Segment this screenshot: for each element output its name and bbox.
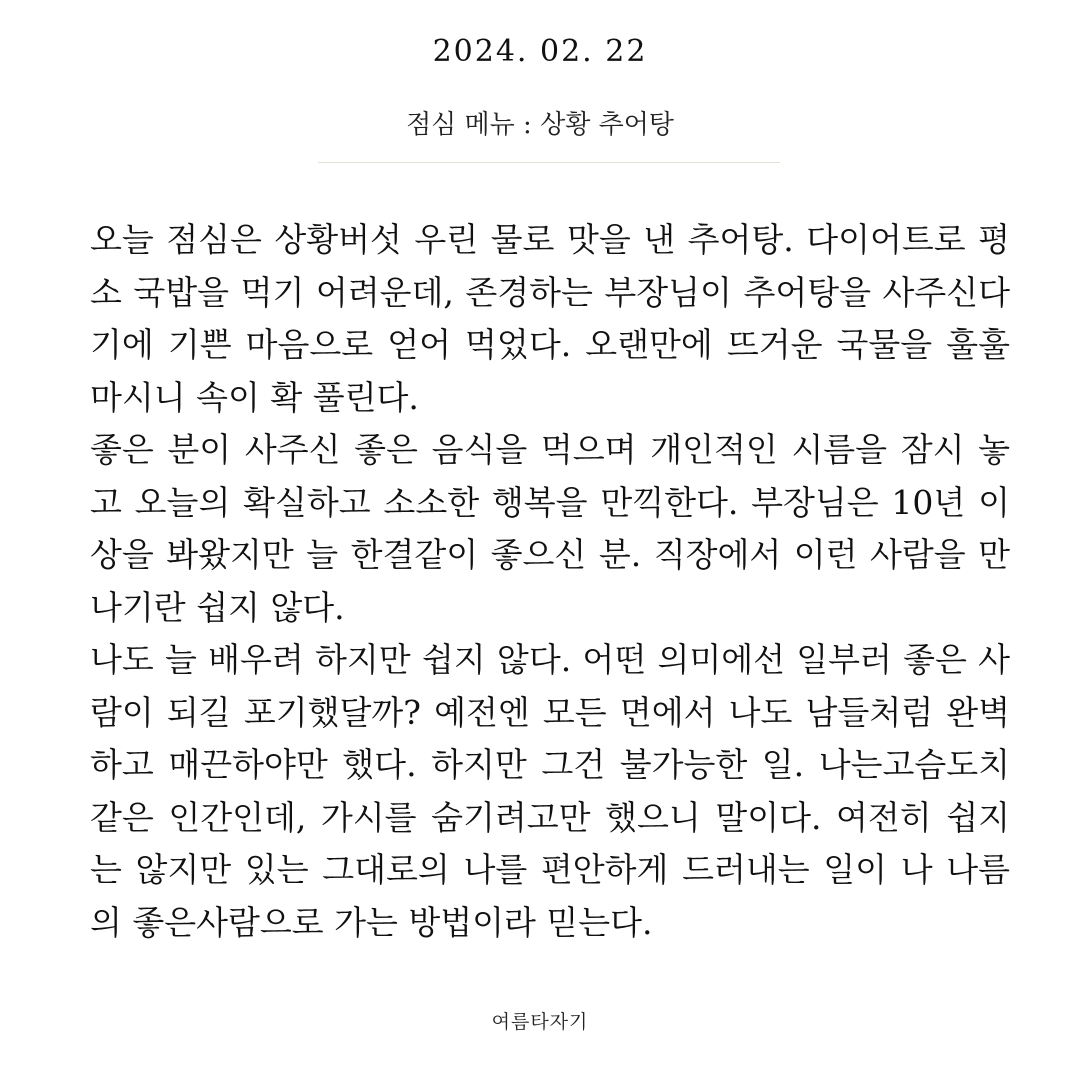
diary-body — [90, 214, 1010, 949]
entry-date: 2024. 02. 22 — [432, 34, 648, 69]
body-paragraph: 오늘 점심은 상황버섯 우린 물로 맛을 낸 추어탕. 다이어트로 평소 국밥을 먹기 어려운데, 존경하는 부장님이 추어탕을 사주신다기에 기쁜 마음으로 얻어 먹었다. 오랜만에 뜨거운 국물을 훌훌 마시니 속이 확 풀린다. — [90, 220, 1010, 417]
body-paragraph: 좋은 분이 사주신 좋은 음식을 먹으며 개인적인 시름을 잠시 놓고 오늘의 확실하고 소소한 행복을 만끽한다. 부장님은 10년 이상을 봐왔지만 늘 한결같이 좋으신 분. 직장에서 이런 사람을 만나기란 쉽지 않다. — [90, 430, 1010, 627]
body-paragraph: 나도 늘 배우려 하지만 쉽지 않다. 어떤 의미에선 일부러 좋은 사람이 되길 포기했달까? 예전엔 모든 면에서 나도 남들처럼 완벽하고 매끈하야만 했다. 하지만 그건 불가능한 일. 나는고슴도치같은 인간인데, 가시를 숨기려고만 했으니 말이다. 여전히 쉽지는 않지만 있는 그대로의 나를 편안하게 드러내는 일이 나 나름의 좋은사람으로 가는 방법이라 믿는다. — [90, 640, 1010, 942]
author-signature: 여름타자기 — [491, 1011, 589, 1033]
lunch-menu-title: 점심 메뉴 : 상황 추어탕 — [406, 110, 674, 140]
header-divider — [318, 162, 780, 163]
